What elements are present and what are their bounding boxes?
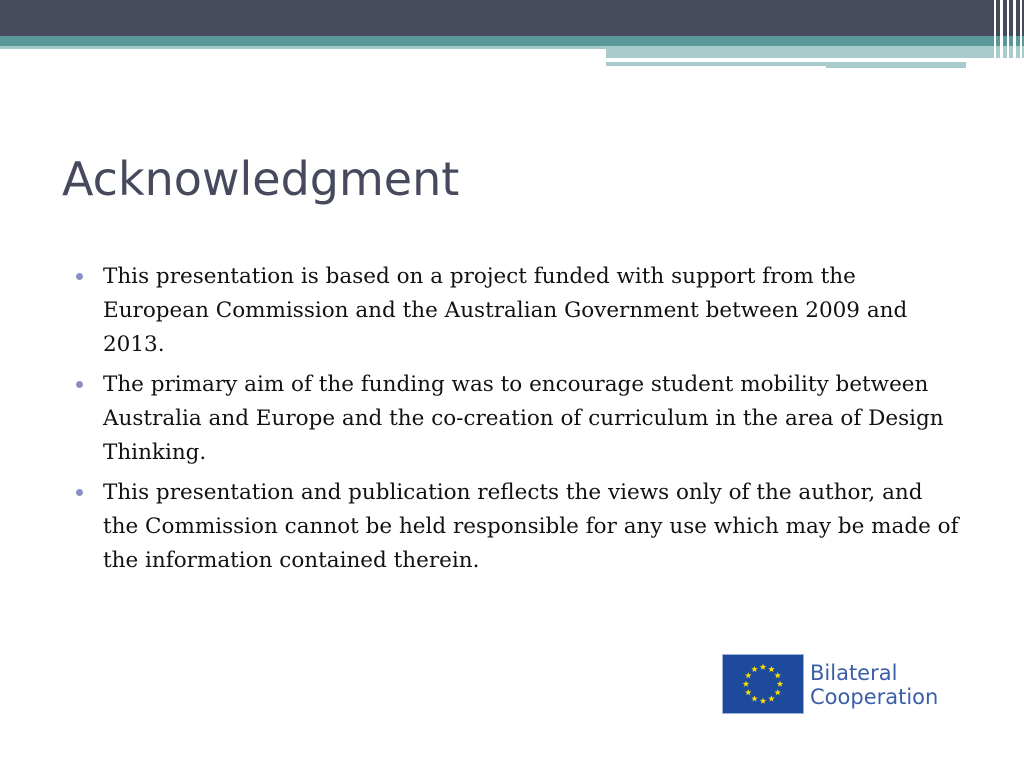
header-band-teal xyxy=(0,36,1024,46)
eu-flag-icon xyxy=(722,654,804,714)
bullet-text: This presentation and publication reflects the views only of the author, and the Commission cannot be held responsible for any use which may be made of the information contained therein. xyxy=(103,480,959,573)
bullet-item xyxy=(74,476,964,578)
eu-star-icon xyxy=(751,666,757,672)
logo-line-1: Bilateral xyxy=(810,661,898,685)
header-band-right-block xyxy=(606,46,1024,58)
eu-star-icon xyxy=(745,672,751,678)
bullet-item xyxy=(74,260,964,362)
bilateral-cooperation-logo xyxy=(722,654,954,714)
header-band-light xyxy=(0,46,606,49)
header-stripes xyxy=(990,0,1024,70)
bullet-dot-icon xyxy=(76,273,83,280)
eu-star-icon xyxy=(760,698,766,704)
bullet-dot-icon xyxy=(76,489,83,496)
eu-star-icon xyxy=(768,695,774,701)
header-band-highlight xyxy=(606,58,948,60)
eu-stars-icon xyxy=(723,655,803,713)
eu-star-icon xyxy=(751,695,757,701)
header-band-highlight xyxy=(606,66,826,68)
bullet-text: The primary aim of the funding was to encourage student mobility between Australia and Europe and the co-creation of curriculum in the area of Design Thinking. xyxy=(103,372,944,465)
slide-title: Acknowledgment xyxy=(62,152,460,206)
eu-star-icon xyxy=(774,672,780,678)
bullet-item xyxy=(74,368,964,470)
bullet-list xyxy=(74,260,964,584)
logo-line-2: Cooperation xyxy=(810,685,939,709)
eu-star-icon xyxy=(760,664,766,670)
header-band-dark xyxy=(0,0,1024,36)
eu-star-icon xyxy=(743,681,749,687)
bullet-text: This presentation is based on a project funded with support from the European Commission and the Australian Government between 2009 and 2013. xyxy=(103,264,908,357)
bullet-dot-icon xyxy=(76,381,83,388)
eu-star-icon xyxy=(768,666,774,672)
eu-star-icon xyxy=(745,689,751,695)
eu-star-icon xyxy=(774,689,780,695)
eu-star-icon xyxy=(777,681,783,687)
logo-text xyxy=(810,661,938,709)
